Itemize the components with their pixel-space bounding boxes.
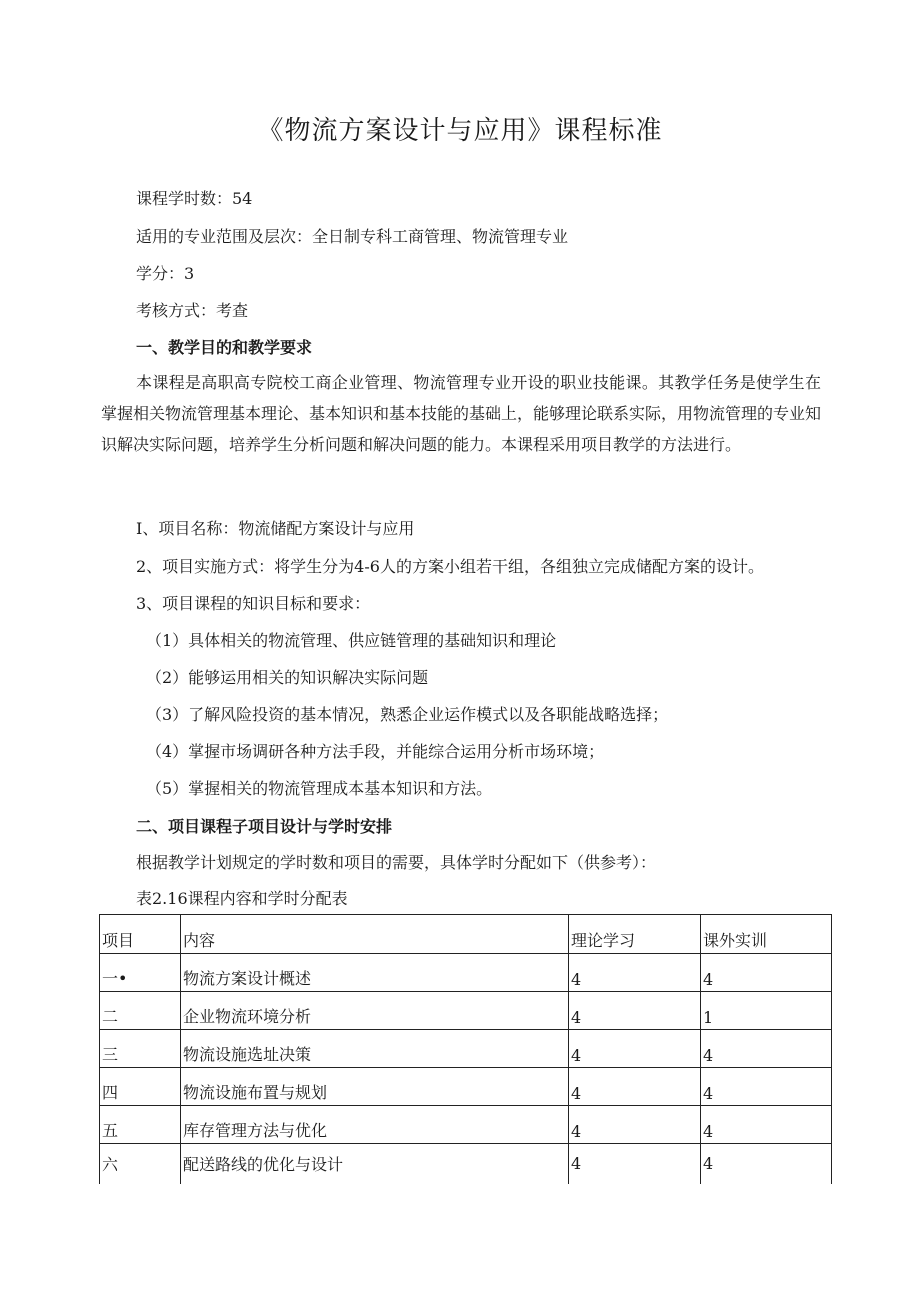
project-goals-item: 3、项目课程的知识目标和要求： [136, 594, 371, 613]
table-row [100, 1068, 832, 1106]
table-cell: 一• [100, 954, 181, 992]
project-method-item: 2、项目实施方式：将学生分为4-6人的方案小组若干组，各组独立完成储配方案的设计。 [136, 557, 764, 576]
table-cell: 物流设施选址决策 [181, 1030, 569, 1068]
table-row [100, 1144, 832, 1185]
table-cell: 4 [701, 1030, 832, 1068]
course-hours-table [99, 914, 832, 1184]
section-1-paragraph: 本课程是高职高专院校工商企业管理、物流管理专业开设的职业技能课。其教学任务是使学生在掌握相关物流管理基本理论、基本知识和基本技能的基础上，能够理论联系实际，用物流管理的专业知识解决实际问题，培养学生分析问题和解决问题的能力。本课程采用项目教学的方法进行。 [101, 373, 822, 454]
course-scope: 适用的专业范围及层次：全日制专科工商管理、物流管理专业 [136, 227, 569, 246]
table-cell: 五 [100, 1106, 181, 1144]
table-cell: 4 [569, 1106, 701, 1144]
project-name-item: I、项目名称：物流储配方案设计与应用 [136, 519, 415, 538]
table-header-row [100, 915, 832, 954]
table-cell: 六 [100, 1144, 181, 1185]
header-cell: 内容 [181, 915, 569, 954]
table-cell: 企业物流环境分析 [181, 992, 569, 1030]
header-cell: 理论学习 [569, 915, 701, 954]
table-cell: 三 [100, 1030, 181, 1068]
table-row [100, 1106, 832, 1144]
course-credits: 学分：3 [136, 264, 195, 283]
course-assessment: 考核方式：考查 [136, 301, 249, 320]
section-1-heading: 一、教学目的和教学要求 [136, 338, 313, 357]
table-cell: 库存管理方法与优化 [181, 1106, 569, 1144]
goal-item: （4）掌握市场调研各种方法手段，并能综合运用分析市场环境； [146, 742, 605, 761]
goal-item: （2）能够运用相关的知识解决实际问题 [146, 668, 429, 687]
header-cell: 课外实训 [701, 915, 832, 954]
table-cell: 物流设施布置与规划 [181, 1068, 569, 1106]
goal-item: （5）掌握相关的物流管理成本基本知识和方法。 [146, 779, 493, 798]
table-caption: 表2.16课程内容和学时分配表 [136, 889, 348, 908]
table-cell: 4 [569, 1144, 701, 1185]
table-cell: 4 [701, 1144, 832, 1185]
table-cell: 4 [569, 992, 701, 1030]
table-cell: 物流方案设计概述 [181, 954, 569, 992]
table-cell: 二 [100, 992, 181, 1030]
section-2-intro: 根据教学计划规定的学时数和项目的需要，具体学时分配如下（供参考）： [136, 853, 657, 872]
goal-item: （1）具体相关的物流管理、供应链管理的基础知识和理论 [146, 631, 557, 650]
table-cell: 4 [569, 1068, 701, 1106]
goal-item: （3）了解风险投资的基本情况，熟悉企业运作模式以及各职能战略选择； [146, 705, 669, 724]
table-cell: 4 [701, 954, 832, 992]
table-cell: 4 [569, 1030, 701, 1068]
table-cell: 1 [701, 992, 832, 1030]
header-cell: 项目 [100, 915, 181, 954]
page-title: 《物流方案设计与应用》课程标准 [257, 116, 663, 146]
course-hours: 课程学时数：54 [136, 189, 253, 208]
table-cell: 4 [701, 1068, 832, 1106]
table-row [100, 992, 832, 1030]
table-cell: 4 [569, 954, 701, 992]
table-cell: 配送路线的优化与设计 [181, 1144, 569, 1185]
table-row [100, 954, 832, 992]
section-2-heading: 二、项目课程子项目设计与学时安排 [136, 817, 393, 836]
table-row [100, 1030, 832, 1068]
table-cell: 4 [701, 1106, 832, 1144]
table-cell: 四 [100, 1068, 181, 1106]
